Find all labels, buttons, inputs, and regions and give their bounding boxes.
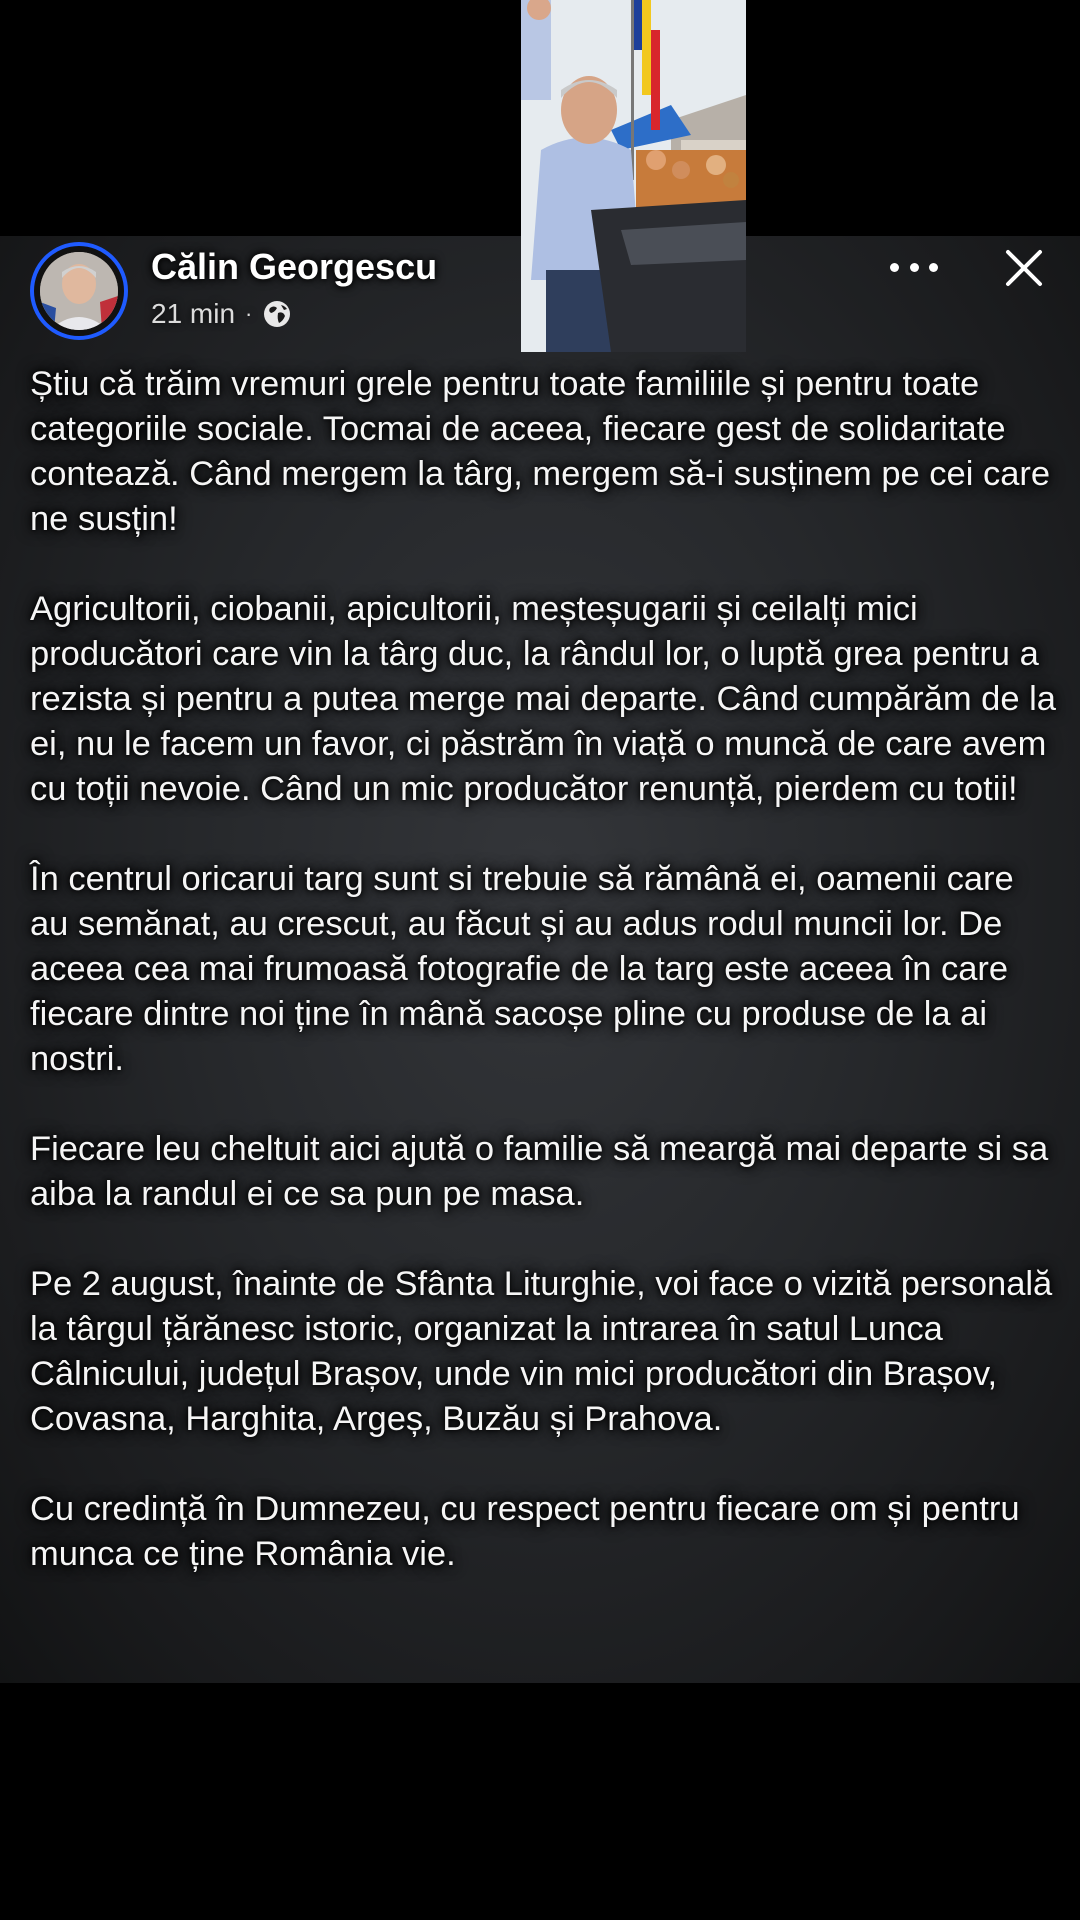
post-time[interactable]: 21 min [151,298,236,329]
author-name[interactable]: Călin Georgescu [151,246,438,287]
post-paragraph: Pe 2 august, înainte de Sfânta Liturghie, voi face o vizită personală la târgul țărănesc istoric, organizat la intrarea în satul Lunca Câlnicului, județul Brașov, unde vin mici producători din Brașov, Covasna, Harghita, Argeș, Buzău și Prahova. [30,1265,1053,1438]
author-avatar[interactable] [30,242,128,340]
globe-icon[interactable] [262,299,292,329]
post-text [30,362,1060,1577]
close-icon[interactable] [1002,246,1046,290]
post-paragraph: Cu credință în Dumnezeu, cu respect pentru fiecare om și pentru munca ce ține România vie. [30,1490,1020,1573]
post-paragraph: Agricultorii, ciobanii, apicultorii, meșteșugarii și ceilalți mici producători care vin la târg duc, la rândul lor, o luptă grea pentru a rezista și pentru a putea merge mai departe. Când cumpărăm de la ei, nu le facem un favor, ci păstrăm în viață o muncă de care avem cu toții nevoie. Când un mic producător renunță, pierdem cu totii! [30,590,1056,808]
more-dot [910,263,919,272]
post-meta [151,298,292,330]
post-paragraph: În centrul oricarui targ sunt si trebuie să rămână ei, oamenii care au semănat, au crescut, au făcut și au adus rodul muncii lor. De aceea cea mai frumoasă fotografie de la targ este aceea în care fiecare dintre noi ține în mână sacoșe pline cu produse de la ai nostri. [30,860,1014,1078]
post-paragraph: Fiecare leu cheltuit aici ajută o familie să meargă mai departe si sa aiba la randul ei ce sa pun pe masa. [30,1130,1049,1213]
post-photo[interactable] [521,0,746,352]
meta-separator: · [245,301,253,326]
more-options-icon[interactable] [890,252,938,282]
more-dot [929,263,938,272]
post-paragraph: Știu că trăim vremuri grele pentru toate familiile și pentru toate categoriile sociale. Tocmai de aceea, fiecare gest de solidaritate contează. Când mergem la târg, mergem să-i susținem pe cei care ne susțin! [30,365,1051,538]
avatar-photo [40,252,118,330]
more-dot [890,263,899,272]
